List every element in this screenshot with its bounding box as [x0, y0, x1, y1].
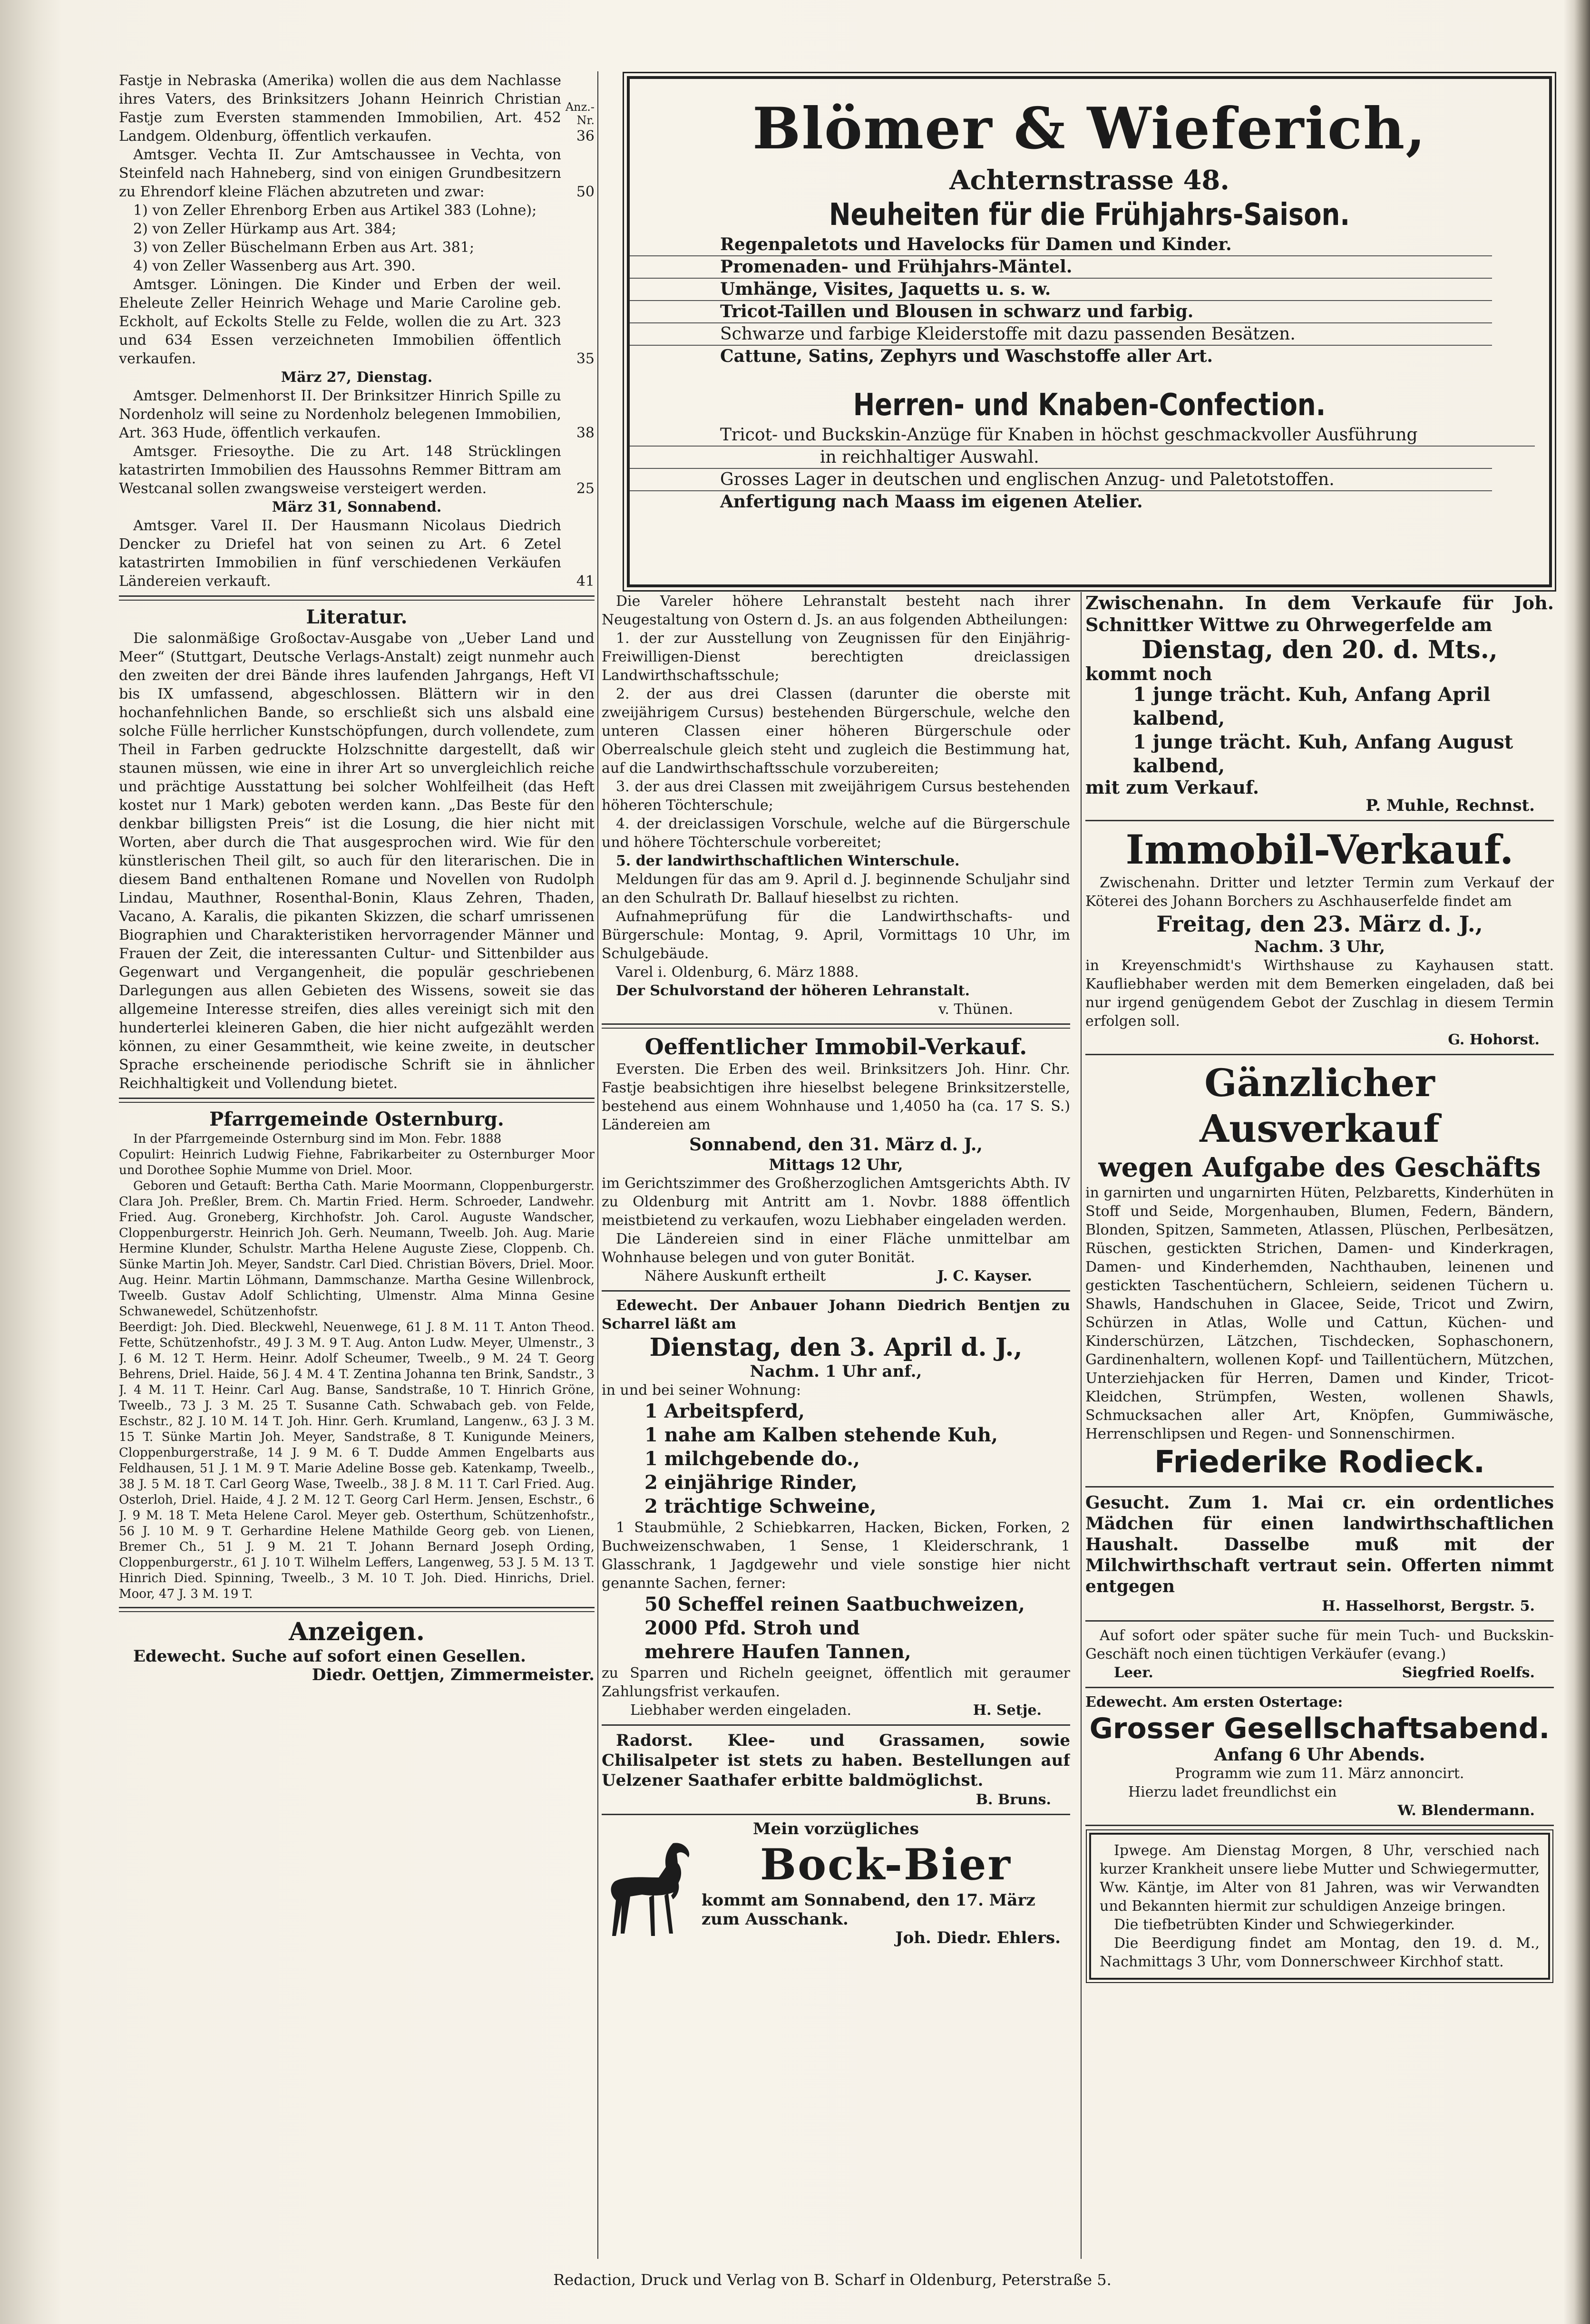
anz-nr-label: Anz.-Nr.: [565, 100, 595, 127]
gesucht-signature: H. Hasselhorst, Bergstr. 5.: [1322, 1598, 1535, 1614]
vechta-list: [119, 201, 595, 275]
immobil-signature: J. C. Kayser.: [937, 1268, 1032, 1284]
immobil-verkauf-title: Immobil-Verkauf.: [1125, 826, 1514, 873]
ad-line: Anfertigung nach Maass im eigenen Atelier.: [720, 492, 1143, 512]
list-item: 1) von Zeller Ehrenborg Erben aus Artikel 383 (Lohne);: [133, 202, 537, 219]
edewecht-text: Edewecht. Der Anbauer Johann Diedrich Bentjen zu Scharrel läßt am: [602, 1297, 1070, 1332]
edewecht-list: [602, 1400, 1070, 1518]
notice-fastje: [119, 71, 595, 146]
tuch-signature: Siegfried Roelfs.: [1402, 1664, 1535, 1681]
literatur-text: Die salonmäßige Großoctav-Ausgabe von „Ueber Land und Meer“ (Stuttgart, Deutsche Verlags-Anstalt) zeigt nunmehr auch den zweiten der drei Bände ihres laufenden Jahrgangs, Heft VI bis IX umfassend, abgeschlossen. Blättern wir in den hochanfehnlichen Bande, so erschließt sich uns alsbald eine solche Fülle herrlicher Kunstschöpfungen, durch vollendete, zum Theil in Farben gedruckte Holzschnitte dargestellt, daß wir staunen müssen, wie eine in ihrer Art so unvergleichlich reiche und prächtige Ausstattung bei solcher Wohlfeilheit (das Heft kostet nur 1 Mark) geboten werden kann. „Das Beste für den denkbar billigsten Preis“ ist die Losung, die hier nicht mit Worten, aber durch die That ausgesprochen wird. Wie für den künstlerischen Theil gilt, so auch für den literarischen. Die in diesem Band enthaltenen Romane und Novellen von Rudolph Lindau, Mauthner, Rosenthal-Bonin, Klaus Zehren, Thaden, Vacano, A. Karalis, die pikanten Skizzen, die scharf umrissenen Biographien und Charakteristiken hervorragender Männer und Frauen der Zeit, die interessanten Cultur- und Sittenbilder aus Gegenwart und Vergangenheit, die populär geschriebenen Darlegungen aus allen Gebieten des Wissens, soweit sie das allgemeine Interesse streifen, dies alles vereinigt sich mit den hunderterlei kleineren Gaben, die hier nicht aufgezählt werden können, zu einer Gesammtheit, wie keine zweite, in deutscher Sprache erscheinende periodische Schrift sie in ähnlicher Reichhaltigkeit und Vollendung bietet.: [119, 630, 595, 1092]
immobil-time: Mittags 12 Uhr,: [769, 1156, 903, 1174]
book-spine-shadow: [0, 0, 62, 2324]
immobil-title: Oeffentlicher Immobil-Verkauf.: [644, 1034, 1027, 1060]
date-heading: März 27, Dienstag.: [281, 369, 433, 386]
ad-bock-bier: [602, 1820, 1070, 1947]
anzeigen-text: Edewecht. Suche auf sofort einen Gesellen.: [133, 1647, 526, 1666]
immobil-date: Sonnabend, den 31. März d. J.,: [689, 1135, 983, 1155]
ad-line: Promenaden- und Frühjahrs-Mäntel.: [630, 256, 1492, 279]
pfarr-getauft: Geboren und Getauft: Bertha Cath. Marie Moormann, Cloppenburgerstr. Clara Joh. Preßler, Brem. Ch. Martin Fried. Herm. Schroeder, Landwehr. Fried. Aug. Groneberg, Kirchhofstr. Joh. Carol. Auguste Wandscher, Cloppenburgerstr. Heinrich Joh. Gerh. Neumann, Tweelb. Joh. Aug. Marie Hermine Klunder, Schulstr. Martha Helene Auguste Ziese, Cloppenb. Ch. Sünke Martin Joh. Meyer, Sandstr. Carl Died. Christian Bövers, Driel. Moor. Aug. Heinr. Martin Löhmann, Dammschanze. Martha Gesine Willenbrock, Tweelb. Gustav Adolf Schlichting, Ulmenstr. Alma Minna Gesine Schwanewedel, Schützenhofstr.: [119, 1179, 595, 1319]
edewecht-text: 1 Staubmühle, 2 Schiebkarren, Hacken, Bicken, Forken, 2 Buchweizenschwaben, 1 Sense, 1 Kleiderschrank, 1 Glasschrank, 1 Jagdgewehr und viele sonstige hier nicht genannte Sachen, ferner:: [602, 1519, 1070, 1592]
edewecht-list-2: [602, 1593, 1070, 1664]
column-rule: [597, 71, 598, 2259]
gesellschaft-signature: W. Blendermann.: [1397, 1802, 1535, 1819]
list-item: 1 nahe am Kalben stehende Kuh,: [644, 1424, 998, 1446]
list-item: 1 milchgebende do.,: [644, 1448, 860, 1470]
bock-text: kommt am Sonnabend, den 17. März zum Ausschank.: [702, 1891, 1035, 1929]
ad-line: Grosses Lager in deutschen und englischen Anzug- und Paletotstoffen.: [630, 469, 1492, 491]
bock-title: Bock-Bier: [760, 1839, 1012, 1890]
notice-text: Amtsger. Löningen. Die Kinder und Erben der weil. Eheleute Zeller Heinrich Wehage und Marie Caroline geb. Eckholt, auf Eckolts Stelle zu Felde, wollen die zu Art. 323 und 634 Essen verzeichneten Immobilien öffentlich verkaufen.: [119, 276, 561, 367]
edewecht-text: zu Sparren und Richeln geeignet, öffentlich mit geraumer Zahlungsfrist verkaufen.: [602, 1665, 1070, 1700]
ad-line: Tricot-Taillen und Blousen in schwarz und farbig.: [630, 301, 1492, 323]
tuch-text: Auf sofort oder später suche für mein Tuch- und Buckskin-Geschäft noch einen tüchtigen Verkäufer (evang.): [1085, 1627, 1554, 1663]
section-title-anzeigen: Anzeigen.: [289, 1617, 425, 1646]
schule-item: 1. der zur Ausstellung von Zeugnissen für den Einjährig-Freiwilligen-Dienst berechtigten dreiclassigen Landwirthschaftsschule;: [602, 630, 1070, 684]
gesellschaft-text: Edewecht. Am ersten Ostertage:: [1085, 1694, 1343, 1711]
page-edge-shadow: [1564, 0, 1590, 2324]
divider: [1085, 820, 1554, 821]
todesanzeige-text: Ipwege. Am Dienstag Morgen, 8 Uhr, verschied nach kurzer Krankheit unsere liebe Mutter und Schwiegermutter, Ww. Käntje, im Alter von 81 Jahren, was wir Verwandten und Bekannten hiermit zur schuldigen Anzeige bringen.: [1100, 1842, 1540, 1915]
notice-text: Amtsger. Varel II. Der Hausmann Nicolaus Diedrich Dencker zu Driefel hat von seinen zu Art. 6 Zetel katastrirten Immobilien in fünf verschiedenen Verkäufen Ländereien verkauft.: [119, 517, 561, 590]
schule-intro: Die Vareler höhere Lehranstalt besteht nach ihrer Neugestaltung von Ostern d. Js. an aus folgenden Abtheilungen:: [602, 593, 1070, 628]
ad-line: Schwarze und farbige Kleiderstoffe mit dazu passenden Besätzen.: [630, 323, 1492, 346]
edewecht-sign-label: Liebhaber werden eingeladen.: [630, 1702, 852, 1719]
pfarr-beerdigt: Beerdigt: Joh. Died. Bleckwehl, Neuenwege, 61 J. 8 M. 11 T. Anton Theod. Fette, Schützenhofstr., 49 J. 3 M. 9 T. Aug. Anton Ludw. Meyer, Ulmenstr., 3 J. 6 M. 12 T. Herm. Heinr. Adolf Scheumer, Tweelb., 9 M. 24 T. Georg Behrens, Driel. Haide, 56 J. 4 M. 4 T. Zentina Johanna ten Brink, Sandstr., 3 J. 4 M. 11 T. Heinr. Carl Aug. Banse, Sandstraße, 10 T. Hinrich Gröne, Tweelb., 73 J. 3 M. 25 T. Susanne Cath. Schwabach geb. von Felde, Eschstr., 82 J. 10 M. 14 T. Joh. Hinr. Gerh. Krumland, Langenw., 63 J. 3 M. 15 T. Sünke Martin Joh. Meyer, Sandstraße, 8 T. Kunigunde Meiners, Cloppenburgerstraße, 14 J. 9 M. 6 T. Dudde Ammen Engelbarts aus Feldhausen, 51 J. 1 M. 9 T. Marie Adeline Bosse geb. Katenkamp, Tweelb., 38 J. 5 M. 18 T. Carl Georg Wase, Tweelb., 38 J. 8 M. 11 T. Carl Fried. Aug. Osterloh, Driel. Haide, 4 J. 2 M. 12 T. Georg Carl Herm. Jensen, Eschstr., 6 J. 9 M. 18 T. Meta Helene Carol. Meyer geb. Osterthum, Schützenhofstr., 56 J. 10 M. 9 T. Gerhardine Helene Mathilde Georg geb. von Lienen, Bremer Ch., 51 J. 9 M. 21 T. Johann Bernard Joseph Ording, Cloppenburgerstr., 61 J. 10 T. Wilhelm Leffers, Langenweg, 53 J. 5 M. 13 T. Hinrich Died. Spinning, Tweelb., 3 M. 10 T. Joh. Died. Hinrichs, Driel. Moor, 47 J. 3 M. 19 T.: [119, 1320, 595, 1601]
ad-headline-2: Herren- und Knaben-Confection.: [853, 388, 1326, 423]
immobil-text: im Gerichtszimmer des Großherzoglichen Amtsgerichts Abth. IV zu Oldenburg mit Antritt am 1. Novbr. 1888 öffentlich meistbietend zu verkaufen, wozu Liebhaber eingeladen werden.: [602, 1175, 1070, 1229]
column-right: [1085, 592, 1554, 2259]
notice-text: Amtsger. Vechta II. Zur Amtschaussee in Vechta, von Steinfeld nach Hahneberg, sind von einigen Grundbesitzern zu Ehrendorf kleine Flächen abzutreten und zwar:: [119, 146, 561, 200]
notice-friesoythe: [119, 442, 595, 498]
divider: [602, 1814, 1070, 1815]
radorst-text: Radorst. Klee- und Grassamen, sowie Chilisalpeter ist stets zu haben. Bestellungen auf Uelzener Saathafer erbitte baldmöglichst.: [602, 1731, 1070, 1790]
list-item: 2) von Zeller Hürkamp aus Art. 384;: [133, 221, 397, 237]
column-left: [119, 71, 595, 2259]
list-item: 1 Arbeitspferd,: [644, 1400, 805, 1422]
zwischenahn-signature: P. Muhle, Rechnst.: [1366, 796, 1535, 815]
anz-nr: 38: [576, 425, 595, 441]
notice-loningen: [119, 275, 595, 368]
schule-signature: Der Schulvorstand der höheren Lehranstalt.: [616, 982, 970, 999]
anz-nr: 50: [576, 184, 595, 200]
schule-item: Aufnahmeprüfung für die Landwirthschafts- und Bürgerschule: Montag, 9. April, Vormittags 10 Uhr, im Schulgebäude.: [602, 908, 1070, 962]
date-heading: März 31, Sonnabend.: [272, 499, 442, 515]
schule-item: 5. der landwirthschaftlichen Winterschule.: [616, 853, 960, 869]
anz-nr: 41: [576, 573, 595, 590]
ad-title: Blömer & Wieferich,: [752, 95, 1426, 162]
immobil-verkauf-time: Nachm. 3 Uhr,: [1254, 937, 1385, 956]
ad-line: Cattune, Satins, Zephyrs und Waschstoffe aller Art.: [720, 346, 1213, 366]
notice-text: Amtsger. Delmenhorst II. Der Brinksitzer Hinrich Spille zu Nordenholz will seine zu Nordenholz belegenen Immobilien, Art. 363 Hude, öffentlich verkaufen.: [119, 388, 561, 441]
list-item: 2000 Pfd. Stroh und: [644, 1617, 860, 1639]
list-item: mehrere Haufen Tannen,: [644, 1641, 911, 1663]
edewecht-signature: H. Setje.: [973, 1702, 1042, 1719]
ad-headline: Neuheiten für die Frühjahrs-Saison.: [829, 197, 1350, 233]
notice-text: Fastje in Nebraska (Amerika) wollen die aus dem Nachlasse ihres Vaters, des Brinksitzers Johann Heinrich Christian Fastje zum Eversten stammenden Immobilien, Art. 452 Landgem. Oldenburg, öffentlich verkaufen.: [119, 72, 561, 145]
divider: [119, 1607, 595, 1612]
ausverkauf-signature: Friederike Rodieck.: [1154, 1445, 1485, 1480]
divider: [602, 1023, 1070, 1029]
divider: [1085, 1486, 1554, 1488]
todesanzeige-text: Die tiefbetrübten Kinder und Schwiegerkinder.: [1114, 1916, 1455, 1933]
immobil-verkauf-date: Freitag, den 23. März d. J.,: [1156, 911, 1483, 937]
schule-item: 2. der aus drei Classen (darunter die oberste mit zweijährigem Cursus) bestehenden Bürgerschule, welche den unteren Classen einer höheren Bürgerschule oder Oberrealschule gleich steht und zugleich die Bestimmung hat, auf die Landwirthschaftsschule vorzubereiten;: [602, 686, 1070, 777]
divider: [119, 595, 595, 601]
immobil-sign-label: Nähere Auskunft ertheilt: [644, 1268, 826, 1284]
notice-varel: [119, 516, 595, 591]
notice-delmenhorst: [119, 387, 595, 442]
gesellschaft-text: Programm wie zum 11. März annoncirt.: [1175, 1765, 1464, 1782]
column-middle: [602, 592, 1070, 2259]
notice-vechta: [119, 146, 595, 201]
zwischenahn-text: mit zum Verkauf.: [1085, 777, 1259, 798]
notice-text: Amtsger. Friesoythe. Die zu Art. 148 Strücklingen katastrirten Immobilien des Haussohns Remmer Bittram am Westcanal sollen zwangsweise versteigert werden.: [119, 443, 561, 497]
divider: [602, 1290, 1070, 1292]
list-item: 4) von Zeller Wassenberg aus Art. 390.: [133, 258, 416, 274]
schule-item: 3. der aus drei Classen mit zweijährigem Cursus bestehenden höheren Töchterschule;: [602, 778, 1070, 814]
list-item: 3) von Zeller Büschelmann Erben aus Art. 381;: [133, 239, 475, 256]
ad-address: Achternstrasse 48.: [949, 165, 1229, 196]
immobil-verkauf-text: Zwischenahn. Dritter und letzter Termin zum Verkauf der Köterei des Johann Borchers zu Aschhauserfelde findet am: [1085, 875, 1554, 910]
anzeigen-signature: Diedr. Oettjen, Zimmermeister.: [312, 1665, 595, 1684]
section-title-literatur: Literatur.: [306, 606, 408, 628]
ausverkauf-title: Gänzlicher Ausverkauf: [1200, 1060, 1440, 1151]
divider: [1085, 1825, 1554, 1826]
zwischenahn-date: Dienstag, den 20. d. Mts.,: [1141, 635, 1498, 664]
bock-pre: Mein vorzügliches: [753, 1819, 919, 1838]
divider: [1085, 1687, 1554, 1688]
anz-nr: 36: [576, 128, 595, 145]
immobil-text: Eversten. Die Erben des weil. Brinksitzers Joh. Hinr. Chr. Fastje beabsichtigen ihre hieselbst belegene Brinksitzerstelle, bestehend aus einem Wohnhause und 1,4050 ha (ca. 17 S. S.) Ländereien am: [602, 1061, 1070, 1133]
anz-nr: 35: [576, 350, 595, 367]
column-rule: [1081, 592, 1082, 2259]
zwischenahn-list: [1085, 683, 1554, 778]
edewecht-text: in und bei seiner Wohnung:: [602, 1382, 801, 1399]
list-item: 50 Scheffel reinen Saatbuchweizen,: [644, 1593, 1025, 1615]
radorst-signature: B. Bruns.: [975, 1791, 1051, 1808]
goat-illustration: [602, 1838, 697, 1948]
list-item: 2 einjährige Rinder,: [644, 1471, 858, 1494]
list-item: 1 junge trächt. Kuh, Anfang April kalbend,: [1133, 683, 1491, 729]
pfarr-intro: In der Pfarrgemeinde Osternburg sind im Mon. Febr. 1888: [133, 1132, 502, 1146]
ausverkauf-text: in garnirten und ungarnirten Hüten, Pelzbaretts, Kinderhüten in Stoff und Seide, Morgenhauben, Blumen, Federn, Bändern, Blonden, Spitzen, Sammeten, Atlassen, Plüschen, Perlbesätzen, Rüschen, gestickten Strichen, Damen- und Kinderkragen, Damen- und Kinderhemden, Nachthauben, leinenen und gestickten Taschentüchern, Schleiern, seidenen Tüchern u. Shawls, Handschuhen in Glacee, Seide, Tricot und Zwirn, Schürzen in Atlas, Wolle und Cattun, Küchen- und Kinderschürzen, Lätzchen, Tischdecken, Sophaschonern, Gardinenhaltern, wollenen Kopf- und Taillentüchern, Mützchen, Unterziehjacken für Herren, Damen und Kinder, Tricot-Kleidchen, Strümpfen, Westen, wollenen Shawls, Schmucksachen aller Art, Knöpfen, Gummiwäsche, Herrenschlipsen und Regen- und Sonnenschirmen.: [1085, 1185, 1554, 1442]
gesucht-text: Gesucht. Zum 1. Mai cr. ein ordentliches Mädchen für einen landwirthschaftlichen Haushalt. Dasselbe muß mit der Milchwirthschaft vertraut sein. Offerten nimmt entgegen: [1085, 1493, 1554, 1596]
list-item: 1 junge trächt. Kuh, Anfang August kalbend,: [1133, 731, 1513, 777]
schule-item: 4. der dreiclassigen Vorschule, welche auf die Bürgerschule und höhere Töchterschule vorbereitet;: [602, 816, 1070, 851]
ad-line: Regenpaletots und Havelocks für Damen und Kinder.: [630, 234, 1492, 256]
ausverkauf-subtitle: wegen Aufgabe des Geschäfts: [1098, 1152, 1541, 1183]
gesellschaft-time: Anfang 6 Uhr Abends.: [1214, 1745, 1425, 1765]
schule-signature-name: v. Thünen.: [938, 1001, 1013, 1018]
pfarr-copulirt: Copulirt: Heinrich Ludwig Fiehne, Fabrikarbeiter zu Osternburger Moor und Dorothee Sophie Mumme von Driel. Moor.: [119, 1147, 595, 1177]
todesanzeige-box: [1089, 1833, 1550, 1980]
divider: [119, 1098, 595, 1103]
tuch-place: Leer.: [1114, 1664, 1153, 1681]
imprint-footer: Redaction, Druck und Verlag von B. Scharf in Oldenburg, Peterstraße 5.: [553, 2271, 1112, 2289]
gesellschaft-title: Grosser Gesellschaftsabend.: [1089, 1712, 1550, 1745]
edewecht-date: Dienstag, den 3. April d. J.,: [649, 1333, 1023, 1362]
ad-line: Tricot- und Buckskin-Anzüge für Knaben in höchst geschmackvoller Ausführung: [630, 424, 1535, 447]
schule-item: Meldungen für das am 9. April d. J. beginnende Schuljahr sind an den Schulrath Dr. Ballauf hieselbst zu richten.: [602, 871, 1070, 906]
zwischenahn-text: Zwischenahn. In dem Verkaufe für Joh. Schnittker Wittwe zu Ohrwegerfelde am: [1085, 592, 1554, 635]
ad-bloemer-wieferich: [627, 76, 1552, 587]
divider: [1085, 1620, 1554, 1622]
bock-signature: Joh. Diedr. Ehlers.: [895, 1928, 1061, 1947]
section-title-pfarrgemeinde: Pfarrgemeinde Osternburg.: [209, 1108, 504, 1130]
zwischenahn-text: kommt noch: [1085, 663, 1212, 684]
immobil-verkauf-signature: G. Hohorst.: [1448, 1031, 1540, 1048]
schule-place: Varel i. Oldenburg, 6. März 1888.: [616, 964, 859, 981]
divider: [1085, 1054, 1554, 1055]
edewecht-time: Nachm. 1 Uhr anf.,: [750, 1362, 922, 1381]
divider: [602, 1724, 1070, 1726]
immobil-text: Die Ländereien sind in einer Fläche unmittelbar am Wohnhause belegen und von guter Bonität.: [602, 1231, 1070, 1266]
ad-line: Umhänge, Visites, Jaquetts u. s. w.: [630, 279, 1492, 301]
ad-line: in reichhaltiger Auswahl.: [630, 447, 1492, 469]
list-item: 2 trächtige Schweine,: [644, 1495, 877, 1517]
gesellschaft-text: Hierzu ladet freundlichst ein: [1128, 1784, 1337, 1800]
todesanzeige-text: Die Beerdigung findet am Montag, den 19. d. M., Nachmittags 3 Uhr, vom Donnerschweer Kirchhof statt.: [1100, 1935, 1540, 1970]
anz-nr: 25: [576, 480, 595, 497]
immobil-verkauf-text: in Kreyenschmidt's Wirthshause zu Kayhausen statt. Kaufliebhaber werden mit dem Bemerken eingeladen, daß bei nur irgend genügendem Gebot der Zuschlag in diesem Termin erfolgen soll.: [1085, 957, 1554, 1030]
